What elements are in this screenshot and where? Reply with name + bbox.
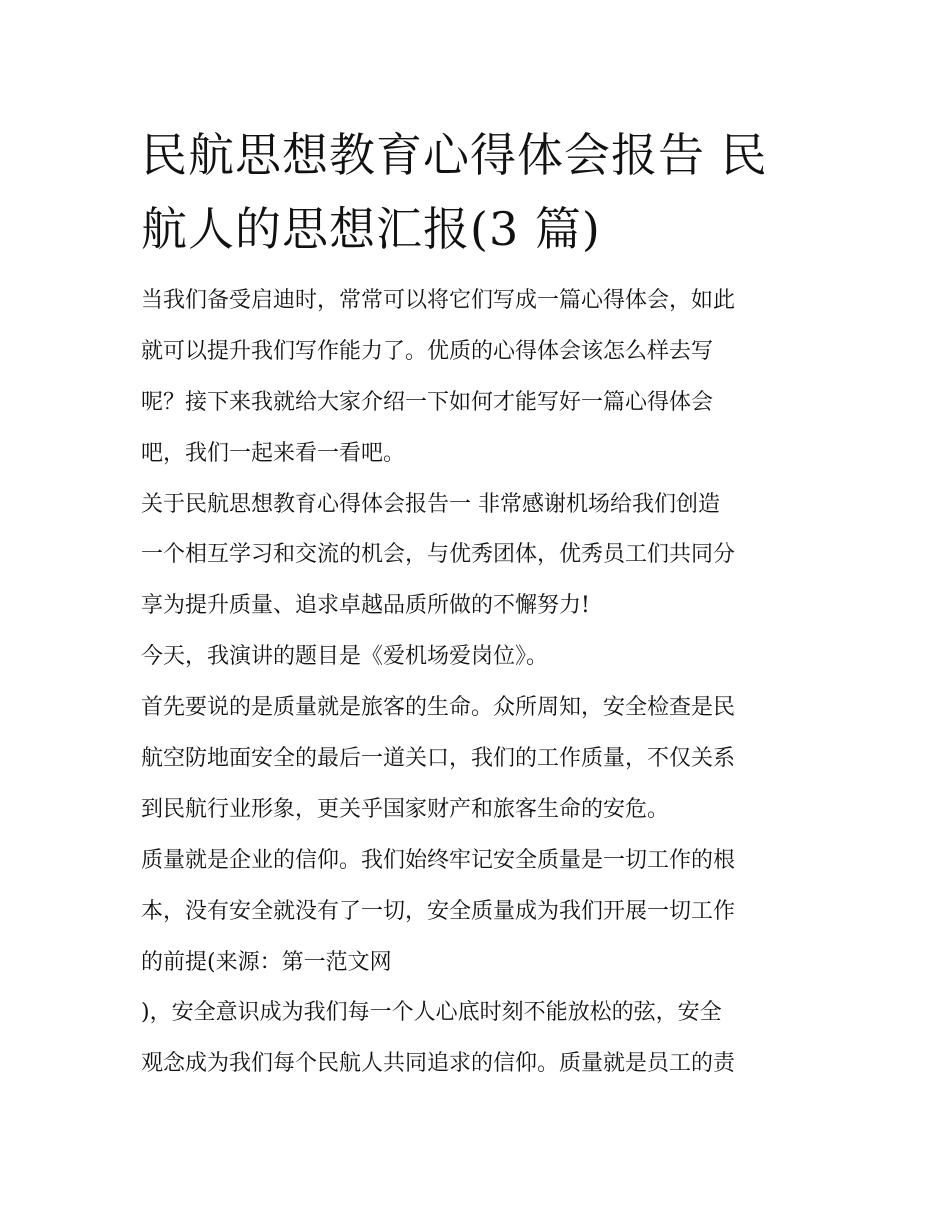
text-line: 首先要说的是质量就是旅客的生命。众所周知，安全检查是民 xyxy=(141,695,736,721)
text-line: 观念成为我们每个民航人共同追求的信仰。质量就是员工的责 xyxy=(141,1051,736,1077)
paragraph-speech-topic xyxy=(141,632,821,683)
text-line: 今天，我演讲的题目是《爱机场爱岗位》。 xyxy=(141,644,549,670)
text-line: 本，没有安全就没有了一切，安全质量成为我们开展一切工作 xyxy=(141,898,736,924)
text-line: 的前提(来源：第一范文网 xyxy=(141,949,392,975)
text-line: 关于民航思想教育心得体会报告一 非常感谢机场给我们创造 xyxy=(141,491,720,517)
text-line: 到民航行业形象，更关乎国家财产和旅客生命的安危。 xyxy=(141,796,670,822)
title-line-1: 民航思想教育心得体会报告 民 xyxy=(141,128,768,182)
text-line: 一个相互学习和交流的机会，与优秀团体，优秀员工们共同分 xyxy=(141,542,736,568)
text-line: )，安全意识成为我们每一个人心底时刻不能放松的弦，安全 xyxy=(141,1000,722,1026)
text-line: 呢？接下来我就给大家介绍一下如何才能写好一篇心得体会 xyxy=(141,389,714,415)
text-line: 当我们备受启迪时，常常可以将它们写成一篇心得体会，如此 xyxy=(141,288,736,313)
paragraph-enterprise-belief xyxy=(141,836,821,1090)
document-title xyxy=(141,118,821,266)
paragraph-passenger-safety xyxy=(141,683,821,836)
text-line: 航空防地面安全的最后一道关口，我们的工作质量，不仅关系 xyxy=(141,746,736,772)
text-line: 质量就是企业的信仰。我们始终牢记安全质量是一切工作的根 xyxy=(141,847,736,873)
paragraph-intro xyxy=(141,276,821,480)
document-body xyxy=(141,276,821,1090)
text-line: 享为提升质量、追求卓越品质所做的不懈努力! xyxy=(141,593,590,619)
title-line-2: 航人的思想汇报(3 篇) xyxy=(141,202,601,256)
text-line: 就可以提升我们写作能力了。优质的心得体会该怎么样去写 xyxy=(141,338,714,364)
text-line: 吧，我们一起来看一看吧。 xyxy=(141,440,406,466)
paragraph-report-one xyxy=(141,480,821,633)
